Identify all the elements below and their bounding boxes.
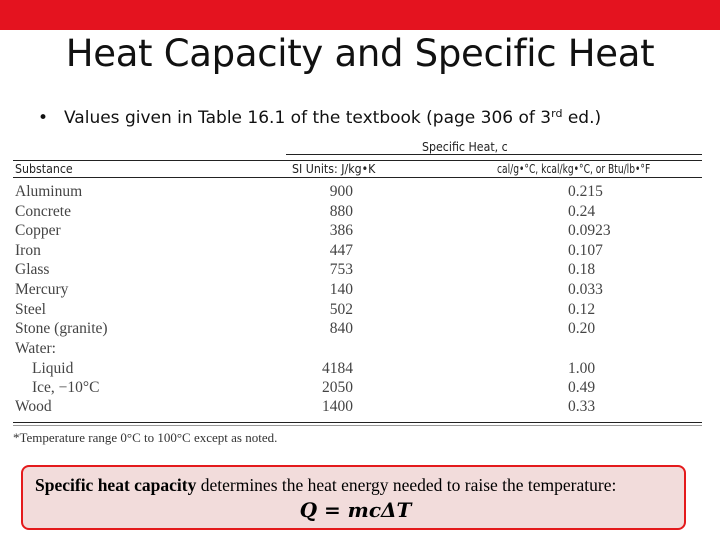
bullet-tail: ed.) bbox=[562, 108, 602, 128]
callout-bold-lead: Specific heat capacity bbox=[35, 475, 197, 495]
slide-title: Heat Capacity and Specific Heat bbox=[65, 32, 655, 75]
table-cell-substance: Steel bbox=[15, 301, 46, 318]
bullet-point bbox=[38, 102, 601, 130]
group-header: Specific Heat, c bbox=[422, 140, 508, 154]
table-bottom-rule bbox=[13, 422, 702, 423]
table-cell-cal: 0.33 bbox=[568, 398, 596, 415]
callout-text bbox=[35, 474, 616, 496]
callout-rest: determines the heat energy needed to raise the temperature: bbox=[196, 475, 617, 495]
table-cell-si: 840 bbox=[329, 320, 353, 337]
table-cell-cal: 0.0923 bbox=[568, 222, 611, 239]
bullet-text: Values given in Table 16.1 of the textbook (page 306 of 3 bbox=[64, 108, 552, 128]
table-cell-cal: 1.00 bbox=[568, 360, 596, 377]
table-cell-cal: 0.24 bbox=[568, 203, 596, 220]
header-group-rule bbox=[286, 154, 702, 155]
table-cell-cal: 0.12 bbox=[568, 301, 596, 318]
table-cell-si: 386 bbox=[329, 222, 353, 239]
table-cell-si: 2050 bbox=[322, 379, 353, 396]
footnote-rule bbox=[13, 425, 702, 426]
table-cell-cal: 0.033 bbox=[568, 281, 603, 298]
table-cell-substance: Liquid bbox=[32, 360, 74, 377]
table-cell-substance: Ice, −10°C bbox=[32, 379, 100, 396]
table-cell-si: 447 bbox=[329, 242, 353, 259]
specific-heat-callout bbox=[21, 465, 686, 530]
table-cell-si: 140 bbox=[329, 281, 353, 298]
table-cell-si: 900 bbox=[329, 183, 353, 200]
table-footnote: *Temperature range 0°C to 100°C except as noted. bbox=[13, 430, 278, 445]
table-cell-substance: Copper bbox=[15, 222, 61, 239]
table-cell-cal: 0.20 bbox=[568, 320, 596, 337]
table-cell-cal: 0.49 bbox=[568, 379, 596, 396]
header-bottom-rule bbox=[13, 177, 702, 178]
bullet-superscript: rd bbox=[551, 107, 563, 120]
header-top-rule bbox=[13, 160, 702, 161]
table-cell-si: 1400 bbox=[322, 398, 353, 415]
top-accent-bar bbox=[0, 0, 720, 30]
specific-heat-table bbox=[0, 138, 720, 448]
table-cell-substance: Wood bbox=[15, 398, 52, 415]
table-cell-substance: Water: bbox=[15, 340, 56, 357]
table-cell-si: 880 bbox=[329, 203, 353, 220]
bullet-dot-icon: • bbox=[38, 108, 49, 128]
column-header-cal: cal/g•°C, kcal/kg•°C, or Btu/lb•°F bbox=[497, 162, 651, 176]
table-cell-si: 502 bbox=[329, 301, 353, 318]
table-cell-si: 4184 bbox=[322, 360, 353, 377]
table-cell-substance: Aluminum bbox=[15, 183, 83, 200]
table-cell-si: 753 bbox=[329, 261, 353, 278]
table-cell-cal: 0.107 bbox=[568, 242, 603, 259]
table-cell-cal: 0.18 bbox=[568, 261, 596, 278]
table-cell-cal: 0.215 bbox=[568, 183, 603, 200]
table-cell-substance: Iron bbox=[15, 242, 41, 259]
table-cell-substance: Glass bbox=[15, 261, 50, 278]
table-cell-substance: Concrete bbox=[15, 203, 71, 220]
column-header-si: SI Units: J/kg•K bbox=[292, 162, 376, 176]
column-header-substance: Substance bbox=[15, 162, 73, 176]
table-cell-substance: Mercury bbox=[15, 281, 69, 298]
table-cell-substance: Stone (granite) bbox=[15, 320, 108, 337]
heat-formula: Q = mcΔT bbox=[299, 498, 412, 522]
